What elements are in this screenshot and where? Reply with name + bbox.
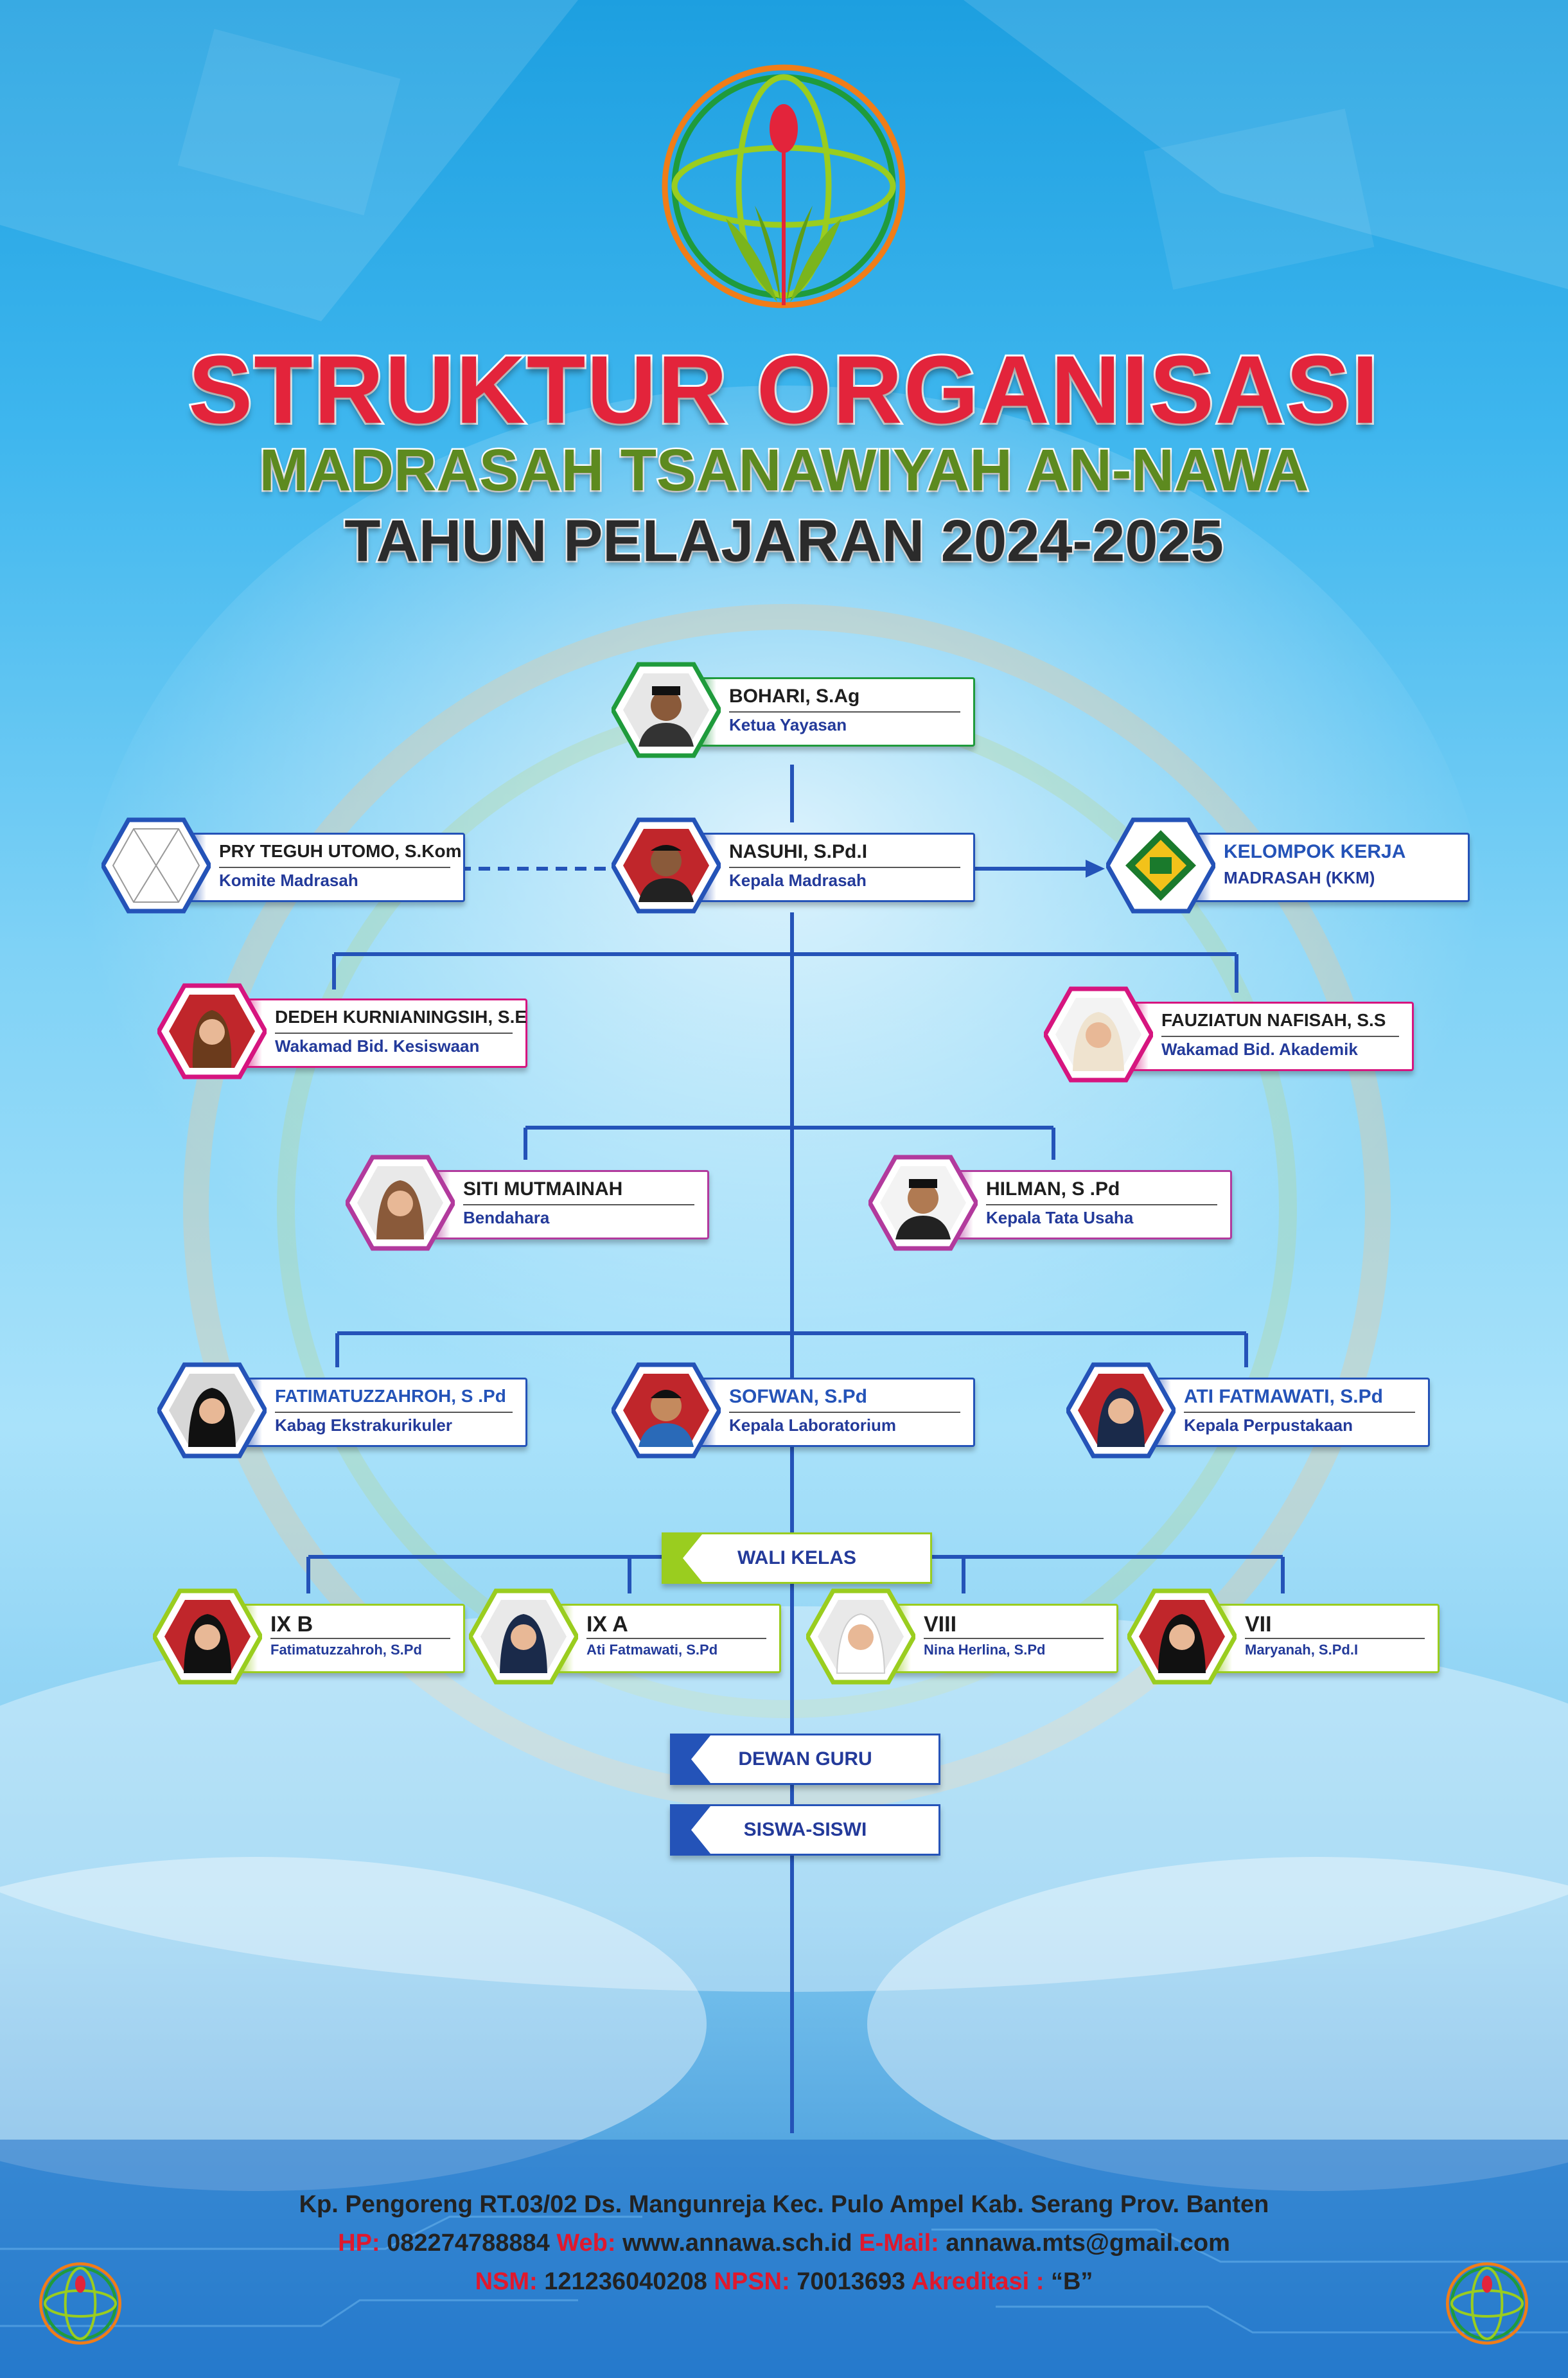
dewan-guru-label	[670, 1734, 940, 1785]
ekstra-role: Kabag Ekstrakurikuler	[275, 1415, 453, 1435]
class-viii-photo	[806, 1588, 915, 1685]
footer-ids: NSM: 121236040208 NPSN: 70013693 Akreditasi : “B”	[475, 2268, 1093, 2295]
ketua-photo	[612, 662, 721, 758]
footer-address	[0, 2191, 1568, 2219]
akreditasi-text: “B”	[1050, 2268, 1093, 2295]
address-text: Kp. Pengoreng RT.03/02 Ds. Mangunreja Kec. Pulo Ampel Kab. Serang Prov. Banten	[299, 2191, 1269, 2218]
footer-logo-right	[1442, 2258, 1532, 2348]
kesiswaan-name: DEDEH KURNIANINGSIH, S.E	[275, 1007, 527, 1027]
kesiswaan-role: Wakamad Bid. Kesiswaan	[275, 1036, 480, 1056]
node-perpustakaan	[1066, 1362, 1426, 1446]
class-ixa-photo	[469, 1588, 578, 1685]
academic-year: TAHUN PELAJARAN 2024-2025	[344, 508, 1224, 574]
komite-name: PRY TEGUH UTOMO, S.Kom	[219, 841, 462, 861]
kemenag-logo-icon	[1106, 817, 1215, 914]
lab-role: Kepala Laboratorium	[729, 1415, 897, 1435]
node-komite	[101, 817, 461, 901]
akademik-photo	[1044, 986, 1153, 1083]
node-wakamad-akademik	[1044, 986, 1410, 1070]
class-viii-name: VIII	[924, 1612, 957, 1637]
node-bendahara	[346, 1155, 705, 1238]
tatausaha-name: HILMAN, S .Pd	[986, 1178, 1120, 1200]
komite-photo-placeholder-icon	[101, 817, 211, 914]
tatausaha-photo	[868, 1155, 978, 1251]
class-ixa-teacher: Ati Fatmawati, S.Pd	[586, 1642, 718, 1658]
footer-contact: HP: 082274788884 Web: www.annawa.sch.id E-Mail: annawa.mts@gmail.com	[338, 2230, 1230, 2257]
akademik-name: FAUZIATUN NAFISAH, S.S	[1161, 1010, 1386, 1030]
class-ixb-teacher: Fatimatuzzahroh, S.Pd	[270, 1642, 422, 1658]
class-vii-teacher: Maryanah, S.Pd.I	[1245, 1642, 1359, 1658]
tatausaha-role: Kepala Tata Usaha	[986, 1208, 1134, 1227]
class-viii	[806, 1588, 1114, 1672]
email-text: annawa.mts@gmail.com	[946, 2230, 1230, 2257]
class-ixa-name: IX A	[586, 1612, 628, 1637]
footer-logo-left	[35, 2258, 125, 2348]
lab-name: SOFWAN, S.Pd	[729, 1386, 868, 1407]
kepala-name: NASUHI, S.Pd.I	[729, 841, 868, 862]
nsm-text: 121236040208	[544, 2268, 707, 2295]
kepala-role: Kepala Madrasah	[729, 871, 867, 890]
node-kepala-madrasah	[612, 817, 971, 901]
ekstra-name: FATIMATUZZAHROH, S .Pd	[275, 1386, 506, 1406]
ketua-name: BOHARI, S.Ag	[729, 686, 860, 707]
dewan-guru-text: DEWAN GURU	[738, 1748, 872, 1770]
wali-kelas-label	[662, 1532, 932, 1584]
bendahara-photo	[346, 1155, 455, 1251]
phone-text: 082274788884	[387, 2230, 550, 2257]
kkm-subtitle: MADRASAH (KKM)	[1224, 868, 1375, 887]
class-vii-name: VII	[1245, 1612, 1272, 1637]
bendahara-role: Bendahara	[463, 1208, 550, 1227]
kesiswaan-photo	[157, 983, 267, 1079]
node-ekstrakurikuler	[157, 1362, 524, 1446]
page-title: STRUKTUR ORGANISASI	[188, 335, 1380, 443]
siswa-label	[670, 1804, 940, 1856]
node-tata-usaha	[868, 1155, 1228, 1238]
web-text: www.annawa.sch.id	[622, 2230, 852, 2257]
class-ixb-photo	[153, 1588, 262, 1685]
komite-role: Komite Madrasah	[219, 871, 358, 890]
perpus-role: Kepala Perpustakaan	[1184, 1415, 1353, 1435]
class-vii	[1127, 1588, 1436, 1672]
node-kkm	[1106, 817, 1466, 901]
node-laboratorium	[612, 1362, 971, 1446]
npsn-text: 70013693	[797, 2268, 906, 2295]
bendahara-name: SITI MUTMAINAH	[463, 1178, 623, 1200]
node-wakamad-kesiswaan	[157, 983, 527, 1067]
ketua-role: Ketua Yayasan	[729, 715, 847, 734]
lab-photo	[612, 1362, 721, 1459]
class-ixb-name: IX B	[270, 1612, 313, 1637]
node-ketua-yayasan	[612, 662, 971, 745]
class-viii-teacher: Nina Herlina, S.Pd	[924, 1642, 1046, 1658]
perpus-name: ATI FATMAWATI, S.Pd	[1184, 1386, 1383, 1407]
siswa-text: SISWA-SISWI	[743, 1819, 867, 1840]
school-name: MADRASAH TSANAWIYAH AN-NAWA	[259, 438, 1309, 503]
class-ixa	[469, 1588, 777, 1672]
kepala-photo	[612, 817, 721, 914]
ekstra-photo	[157, 1362, 267, 1459]
kkm-title: KELOMPOK KERJA	[1224, 841, 1406, 862]
class-ixb	[153, 1588, 461, 1672]
akademik-role: Wakamad Bid. Akademik	[1161, 1040, 1358, 1059]
perpus-photo	[1066, 1362, 1176, 1459]
wali-kelas-text: WALI KELAS	[737, 1547, 856, 1568]
class-vii-photo	[1127, 1588, 1237, 1685]
